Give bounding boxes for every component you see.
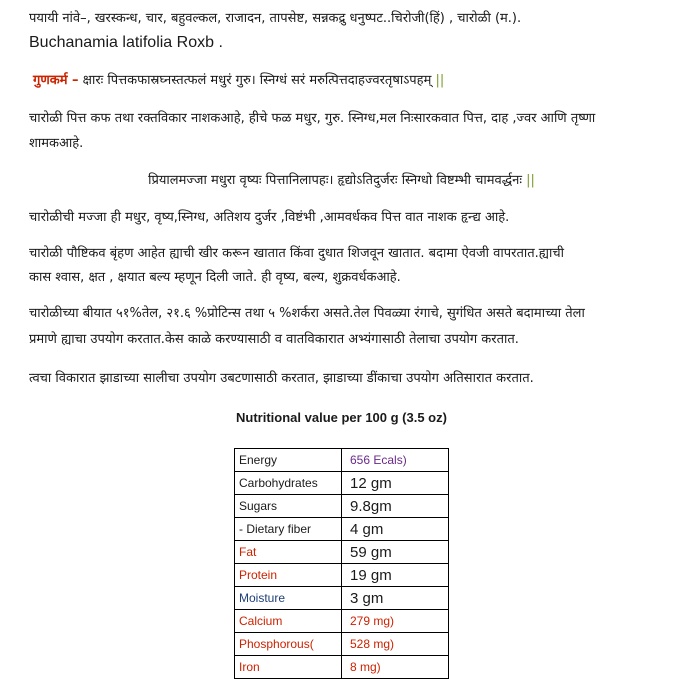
latin-name: Buchanamia latifolia Roxb .	[29, 34, 223, 51]
table-row	[235, 564, 449, 587]
table-row	[235, 656, 449, 679]
table-row	[235, 472, 449, 495]
row-label: Protein	[235, 564, 342, 587]
synonyms-line: पयायी नांवे–, खरस्कन्ध, चार, बहुवल्कल, राजादन, तापसेष्ट, सन्नकद्रु धनुष्पट..चिरोजी(हिं) , चारोळी (म.).	[29, 11, 522, 26]
row-value: 9.8gm	[342, 495, 449, 518]
gunakarma-shloka-end: ||	[435, 73, 445, 88]
row-label: - Dietary fiber	[235, 518, 342, 541]
row-value: 19 gm	[342, 564, 449, 587]
gunakarma-label: गुणकर्म –	[33, 73, 79, 88]
row-value: 12 gm	[342, 472, 449, 495]
shloka-2	[0, 170, 683, 188]
paragraph-4-line-1: चारोळीच्या बीयात ५१%तेल, २१.६ %प्रोटिन्स तथा ५ %शर्करा असते.तेल पिवळ्या रंगाचे, सुगंधित असते बदामाच्या तेला	[29, 306, 585, 321]
row-value: 528 mg)	[342, 633, 449, 656]
row-label: Calcium	[235, 610, 342, 633]
table-row	[235, 610, 449, 633]
nutrition-title: Nutritional value per 100 g (3.5 oz)	[236, 410, 447, 425]
row-label: Sugars	[235, 495, 342, 518]
gunakarma-shloka: क्षारः पित्तकफास्रघ्नस्तत्फलं मधुरं गुरु। स्निग्धं सरं मरुत्पित्तदाहज्वरतृषाऽपहम्	[82, 73, 432, 88]
paragraph-1-line-1: चारोळी पित्त कफ तथा रक्तविकार नाशकआहे, हीचे फळ मधुर, गुरु. स्निग्ध,मल निःसारकवात पित्त, दाह ,ज्वर आणि तृष्णा	[29, 111, 596, 126]
paragraph-3-line-2: कास श्वास, क्षत , क्षयात बल्य म्हणून दिली जाते. ही वृष्य, बल्य, शुक्रवर्धकआहे.	[29, 270, 401, 285]
table-row	[235, 633, 449, 656]
row-value: 4 gm	[342, 518, 449, 541]
row-label: Moisture	[235, 587, 342, 610]
shloka-2-text: प्रियालमज्जा मधुरा वृष्यः पित्तानिलापहः। हृद्योऽतिदुर्जरः स्निग्धो विष्टम्भी चामवर्द्धनः	[148, 173, 522, 188]
paragraph-5: त्वचा विकारात झाडाच्या सालीचा उपयोग उबटणासाठी करतात, झाडाच्या डींकाचा उपयोग अतिसारात करतात.	[29, 371, 534, 386]
row-value: 8 mg)	[342, 656, 449, 679]
nutrition-table	[234, 448, 449, 679]
table-row	[235, 541, 449, 564]
paragraph-4-line-2: प्रमाणे ह्याचा उपयोग करतात.केस काळे करण्यासाठी व वातविकारात अभ्यंगासाठी तेलाचा उपयोग करतात.	[29, 332, 519, 347]
row-label: Iron	[235, 656, 342, 679]
row-value: 656 Ecals)	[342, 449, 449, 472]
row-label: Energy	[235, 449, 342, 472]
row-label: Phosphorous(	[235, 633, 342, 656]
table-row	[235, 518, 449, 541]
paragraph-2: चारोळीची मज्जा ही मधुर, वृष्य,स्निग्ध, अतिशय दुर्जर ,विष्टंभी ,आमवर्धकव पित्त वात नाशक हृन्द्य आहे.	[29, 210, 510, 225]
row-value: 59 gm	[342, 541, 449, 564]
gunakarma-line	[33, 70, 444, 88]
row-value: 3 gm	[342, 587, 449, 610]
table-row	[235, 495, 449, 518]
row-label: Fat	[235, 541, 342, 564]
shloka-2-end: ||	[526, 173, 535, 188]
row-label: Carbohydrates	[235, 472, 342, 495]
table-row	[235, 449, 449, 472]
table-row	[235, 587, 449, 610]
paragraph-3-line-1: चारोळी पौष्टिकव बृंहण आहेत ह्याची खीर करून खातात किंवा दुधात शिजवून खातात. बदामा ऐवजी वापरतात.ह्याची	[29, 246, 565, 261]
row-value: 279 mg)	[342, 610, 449, 633]
paragraph-1-line-2: शामकआहे.	[29, 136, 84, 151]
